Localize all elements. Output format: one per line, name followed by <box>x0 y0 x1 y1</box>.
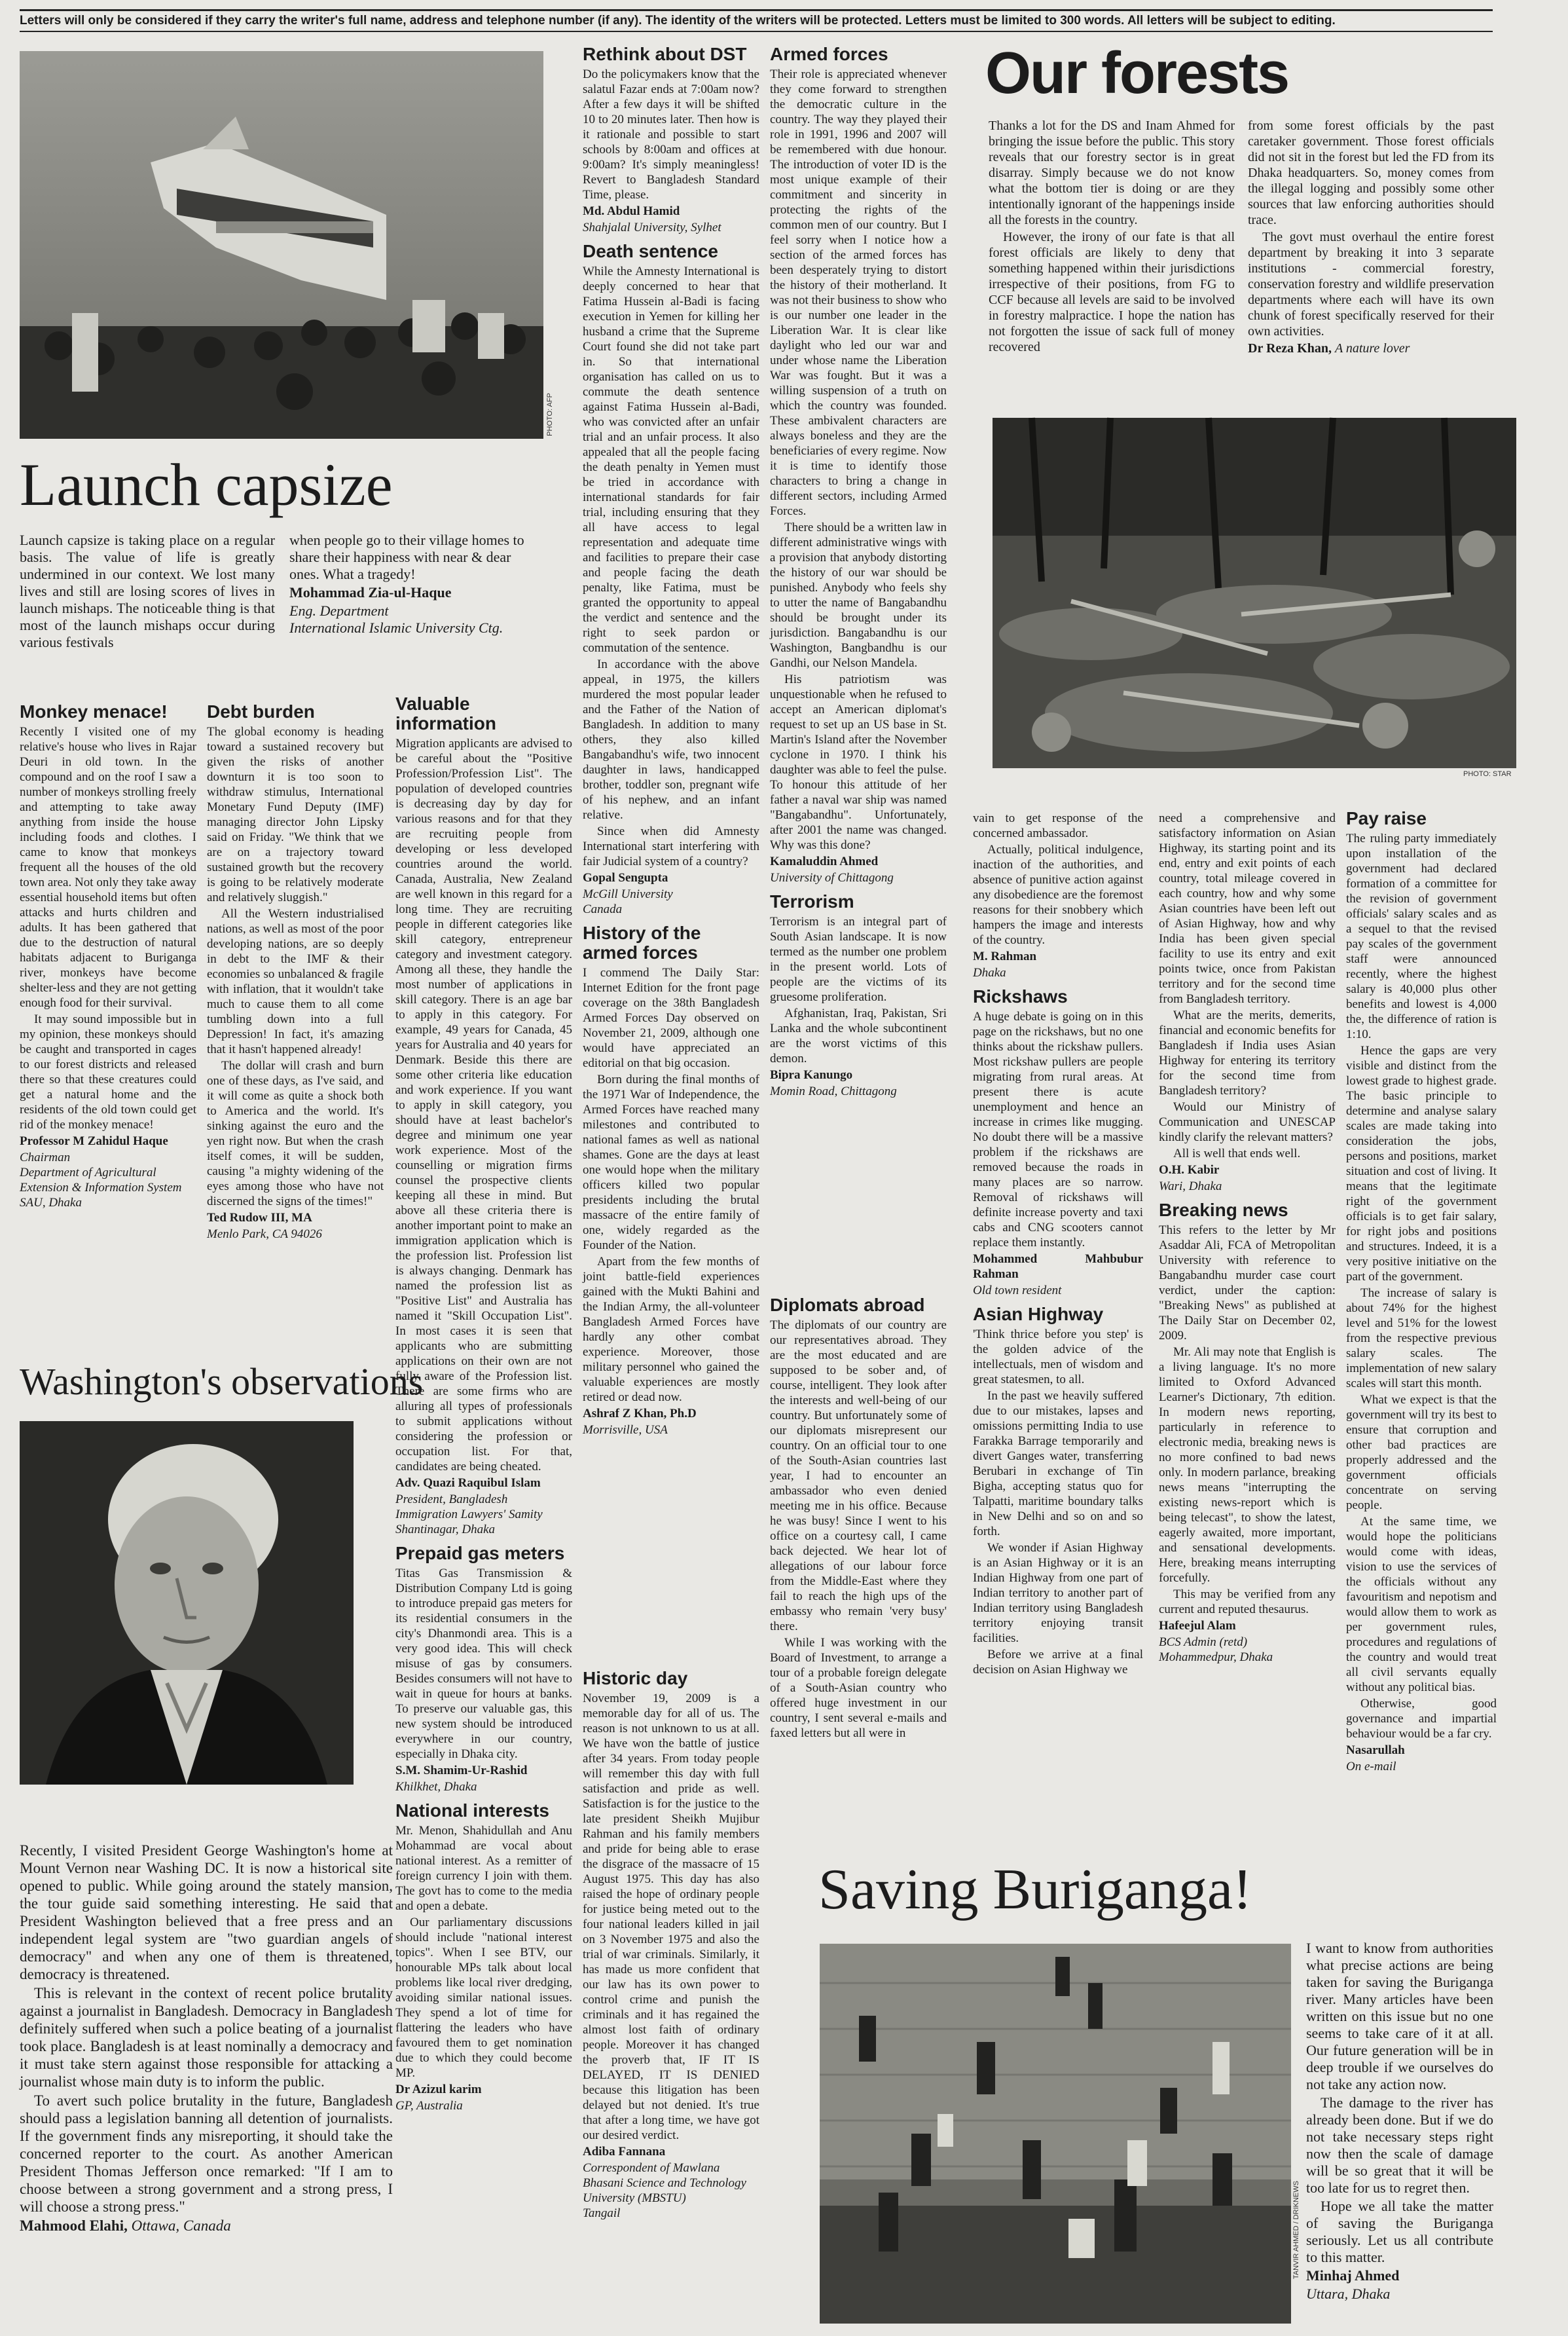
monkey-para-1: Recently I visited one of my relative's house who lives in Rajar Deuri in old town. In the compound and on the roof I saw a number of monkeys strolling freely and attempting to take away anything from inside the house including foods and clothes. I came to know that monkeys frequent all the houses of the old town area. Not only they take away essential household items but often attacks and hurts children and adults. It has been gathered that due to the destruction of natural habitats adjacent to Buriganga river, monkeys have become shelter-less and they are not getting enough food for their survival. <box>20 725 196 1010</box>
payraise-para-4: What we expect is that the government will try its best to ensure that corruption and other bad practices are properly addressed and the government officials concentrate on serving people. <box>1346 1393 1497 1512</box>
forests-para-4: The govt must overhaul the entire forest department by breaking it into 3 separate institutions - commercial forestry, conservation forestry and wildlife preservation departments where each will have its own chunk of forest specifically reserved for their own activities. <box>1248 230 1494 339</box>
death-signature: Gopal Sengupta <box>583 871 668 885</box>
letter-diplomats-abroad <box>770 1295 947 1740</box>
rickshaws-title: Rickshaws <box>973 986 1068 1007</box>
asian-affiliation: Wari, Dhaka <box>1159 1179 1222 1193</box>
pay-raise-title: Pay raise <box>1346 808 1427 828</box>
headline-launch-capsize: Launch capsize <box>20 451 393 518</box>
debt-affiliation: Menlo Park, CA 94026 <box>207 1227 322 1241</box>
rickshaws-para-1: A huge debate is going on in this page on the rickshaws, but no one thinks about the rickshaw pullers. Most rickshaw pullers are people migrating from rural areas. At present there is acute unemployment and hence an increase in crimes like mugging. No doubt there will be a massive problem if the rickshaws are removed because the roads in many places are so narrow. Removal of rickshaws will definite increase poverty and taxi cabs and CNG scooters cannot replace them instantly. <box>973 1010 1143 1250</box>
breaking-affiliation-2: Mohammedpur, Dhaka <box>1159 1650 1273 1664</box>
buriganga-para-2: The damage to the river has already been done. But if we do not take necessary steps right now then the scale of damage will be so great that it will be too late for us to regret then. <box>1306 2094 1493 2196</box>
valuable-information-title: Valuable information <box>395 694 496 733</box>
launch-body-1: Launch capsize is taking place on a regular basis. The value of life is greatly undermined in our context. We lost many lives and still are losing scores of lives in launch mishaps. The noticeable thing is that most of the launch mishaps occur during various festivals <box>20 532 275 650</box>
forests-para-1: Thanks a lot for the DS and Inam Ahmed for bringing the issue before the public. This story reveals that our forestry sector is in great disarray. Simply because we do not know what the bottom tier is doing or are they intentionally ignorant of the happenings inside all the forests in the country. <box>989 119 1235 227</box>
debt-para-3: The dollar will crash and burn one of these days, as I've said, and it will come as quite a shock both to America and the world. It's sinking against the euro and the yen right now. But when the crash itself comes, it will be sudden, causing "a mighty widening of the eyes among those who have not discerned the signs of the times!" <box>207 1059 384 1208</box>
diplomats-para-3: vain to get response of the concerned ambassador. <box>973 811 1143 840</box>
letter-debt-burden <box>207 695 384 1331</box>
prepaid-signature: S.M. Shamim-Ur-Rashid <box>395 1764 528 1777</box>
debt-signature: Ted Rudow III, MA <box>207 1211 312 1225</box>
national-para-2: Our parliamentary discussions should include "national interest topics". When I see BTV, our honourable MPs talk about local problems like local river dredging, avoiding similar national issues. They spend a lot of time for flattering the leaders who have favoured them to get nomination due to which they could become MP. <box>395 1916 572 2080</box>
historic-para-1: November 19, 2009 is a memorable day for all of us. The reason is not unknown to us at all. We have won the battle of justice after 34 years. From today people will remember this day with full satisfaction and pride as well. Satisfaction is for the justice to the late president Sheikh Mujibur Rahman and his family members and pride for being able to erase the disgrace of the massacre of 15 August 1975. This day has also raised the hope of ordinary people for justice being meted out to the four national leaders killed in jail on 3 November 1975 and also the trial of war criminals. Similarly, it has made us more confident that our law has its own power to control crime and punish the criminals and it has regained the almost lost faith of ordinary people. Moreover it has changed the proverb that, IF IT IS DELAYED, IT IS DENIED because this litigation has been delayed but not denied. It's true that after a long time, we have got our desired verdict. <box>583 1692 759 2142</box>
valuable-affiliation-1: President, Bangladesh Immigration Lawyers' Samity <box>395 1492 543 1521</box>
diplomats-para-4: Actually, political indulgence, inaction of the authorities, and absence of punitive action against any disobedience are the foremost reasons for their snobbery which hampers the image and interests of the country. <box>973 843 1143 947</box>
rethink-dst-title: Rethink about DST <box>583 44 747 64</box>
payraise-para-2: Hence the gaps are very visible and distinct from the lowest grade to highest grade. The basic principle to determine and analyse salary scales are made taking into consideration the jobs, persons and positions, market situation and cost of living. It means that the legitimate right of the government officials is to get fair salary, for right jobs and positions and structures. Indeed, it is a very positive initiative on the part of the government. <box>1346 1044 1497 1284</box>
rethink-para-1: Do the policymakers know that the salatul Fazar ends at 7:00am now? After a few days it will be shifted 10 to 20 minutes later. Then how is it rationale and possible to start schools by 8:00am and offices at 9:00am? It's simply meaningless! Revert to Bangladesh Standard Time, please. <box>583 67 759 202</box>
george-washington-portrait <box>20 1421 354 1785</box>
history-affiliation: Morrisville, USA <box>583 1423 668 1437</box>
diplomats-abroad-title: Diplomats abroad <box>770 1295 925 1315</box>
national-affiliation: GP, Australia <box>395 2099 463 2113</box>
death-para-2: In accordance with the above appeal, in 1975, the killers murdered the most popular leader and the Father of the Nation of Bangladesh. In addition to many others, they also killed Bangabandhu's wife, two innocent daughter in laws, handicapped brother, toddler son, pregnant wife of his nephew, and an infant relative. <box>583 658 759 822</box>
asian-para-3: We wonder if Asian Highway is an Asian Highway or it is an Indian Highway from one part of Indian territory to another part of Indian territory using Bangladesh territory enjoying transit facilities. <box>973 1541 1143 1645</box>
valuable-signature: Adv. Quazi Raquibul Islam <box>395 1476 541 1490</box>
prepaid-para-1: Titas Gas Transmission & Distribution Company Ltd is going to introduce prepaid gas meters for its residential consumers in the city's Dhanmondi area. This is a very good idea. This will check misuse of gas by consumers. Besides consumers will not have to wait in queue for hours at banks. To preserve our valuable gas, this new system should be introduced everywhere in our country, especially in Dhaka city. <box>395 1567 572 1761</box>
terrorism-affiliation: Momin Road, Chittagong <box>770 1085 897 1098</box>
payraise-affiliation: On e-mail <box>1346 1760 1396 1773</box>
asian-signature: O.H. Kabir <box>1159 1163 1220 1177</box>
historic-affiliation-1: Correspondent of Mawlana Bhasani Science and Technology University (MBSTU) <box>583 2161 746 2205</box>
forests-para-3: from some forest officials by the past caretaker government. Those forest officials did not sit in the forest but led the FD from its Dhaka headquarters. So, money comes from the illegal logging and possibly some other sources that law enforcing authorities should trace. <box>1248 119 1494 227</box>
armed-para-2: There should be a written law in different administrative wings with a provision that anybody distorting the history of our war should be punished. Anybody who feels shy to utter the name of Bangabandhu should be brought under its jurisdiction. Bangabandhu is our Washington, Bangbandhu is our Gandhi, our Nelson Mandela. <box>770 521 947 670</box>
breaking-news-title: Breaking news <box>1159 1200 1288 1220</box>
washington-para-3: To avert such police brutality in the future, Bangladesh should pass a legislation banning all detention of journalists. If the government finds any misreporting, it should take the concerned reporter to the court. As another American President Thomas Jefferson once remarked: "If I am to choose between a strong government and a strong press, I will choose a strong press." <box>20 2092 393 2215</box>
monkey-affiliation-3: SAU, Dhaka <box>20 1196 82 1210</box>
asian-para-8: All is well that ends well. <box>1173 1147 1301 1160</box>
rickshaws-affiliation: Old town resident <box>973 1284 1062 1297</box>
monkey-signature: Professor M Zahidul Haque <box>20 1134 168 1148</box>
payraise-para-5: At the same time, we would hope the politicians would come with ideas, vision to use the services of the officials without any favouritism and nepotism and would allow them to work as per government rules, procedures and regulations of the country and would treat all civil servants equally without any political bias. <box>1346 1515 1497 1694</box>
monkey-affiliation-1: Chairman <box>20 1151 71 1164</box>
launch-capsize-letter-left <box>20 532 275 652</box>
letter-washingtons-observations: Recently, I visited President George Washington's home at Mount Vernon near Washing DC. It is now a historical site opened to public. While going around the stately mansion, the tour guide said something interesting. He said that President Washington believed that a free press and an independent legal system are "two guardian angels of democracy" and when any one of them is threatened, democracy is threatened. This is relevant in the context of recent police brutality against a journalist in Bangladesh. Democracy in Bangladesh definitely suffered when such a police beating of a journalist took place. Bangladesh is at least nominally a democracy and it must take stern against those responsible for attacking a journalist whose main duty is to inform the public. To avert such police brutality in the future, Bangladesh should pass a legislation banning all detention of journalists. If the government finds any misreporting, it should take the concerned reporter to the court. As another American President Thomas Jefferson once remarked: "If I am to choose between a strong government and a strong press, I will choose a strong press." Mahmood Elahi, Ottawa, Canada <box>20 1842 393 2234</box>
rethink-affiliation: Shahjalal University, Sylhet <box>583 221 721 234</box>
buriganga-photo-credit: TANVIR AHMED / DRIKNEWS <box>1292 2181 1300 2280</box>
armed-forces-title: Armed forces <box>770 44 888 64</box>
history-signature: Ashraf Z Khan, Ph.D <box>583 1407 697 1420</box>
forests-affiliation: A nature lover <box>1334 341 1410 356</box>
death-para-1: While the Amnesty International is deeply concerned to hear that Fatima Hussein al-Badi is facing execution in Yemen for killing her husband a crime that the Supreme Court found she did not take part in. So that international organisation has called on us to commute the death sentence against Fatima Hussein al-Badi, who was convicted after an unfair trial and an unfair process. It also appealed that all the people facing the death penalty in Yemen must be tried in accordance with international standards for fair trial, including ensuring that they all have access to legal representation and adequate time and facilities to prepare their case and people facing the death penalty, like Fatima, must be granted the opportunity to appeal the verdict and sentence and the right to seek pardon or commutation of the sentence. <box>583 265 759 655</box>
diplomats-affiliation: Dhaka <box>973 966 1006 980</box>
terrorism-para-1: Terrorism is an integral part of South Asian landscape. It is now termed as the number one problem in the present world. Lots of people are the victims of its gruesome proliferation. <box>770 915 947 1004</box>
washington-para-2: This is relevant in the context of recent police brutality against a journalist in Bangladesh. Democracy in Bangladesh definitely suffered when such a police beating of a journalist took place. Bangladesh is at least nominally a democracy and it must take stern against those responsible for attacking a journalist whose main duty is to inform the public. <box>20 1985 393 2090</box>
letter-armed-forces <box>770 44 947 1098</box>
forests-para-2: However, the irony of our fate is that all forest officials are likely to deny that something happened within their jurisdictions irrespective of their positions, from FG to CCF because all levels are said to be involved in forestry malpractice. I hope the nation has not forgotten the issue of sack full of money recovered <box>989 230 1235 354</box>
asian-highway-title: Asian Highway <box>973 1304 1104 1324</box>
diplomats-para-1: The diplomats of our country are our representatives abroad. They are the most educated and are supposed to be sober and, of course, intelligent. They look after the interests and well-being of our country. But unfortunately some of our diplomats misrepresent our country. On an official tour to one of the South-Asian countries last year, I had to encounter an ambassador who even denied meeting me in his office. Because he was busy! Since I went to his office on a courtesy call, I came back dejected. We hear lot of allegations of our labour force from the Middle-East where they fail to reach the high ups of the embassy who remain 'very busy' there. <box>770 1318 947 1633</box>
history-armed-forces-title: History of the armed forces <box>583 923 701 963</box>
headline-our-forests: Our forests <box>985 41 1289 106</box>
rethink-signature: Md. Abdul Hamid <box>583 204 680 218</box>
historic-day-title: Historic day <box>583 1668 688 1688</box>
monkey-affiliation-2: Department of Agricultural Extension & Information System <box>20 1166 182 1195</box>
forest-logging-photo <box>993 418 1516 768</box>
asian-para-5: need a comprehensive and satisfactory information on Asian Highway, its starting point and its end, entry and exit points of each country, total mileage covered in each country, how and why some Asian countries have been left out of Asian Highway, how and why India has been given special facility to use its entry and exit points twice, once from Pakistan territory and for the second time from Bangladesh territory. <box>1159 811 1336 1006</box>
letters-policy-banner: Letters will only be considered if they carry the writer's full name, address and telephone number (if any). The identity of the writers will be protected. Letters must be limited to 300 words. All letters will be subject to editing. <box>20 9 1493 32</box>
asian-para-2: In the past we heavily suffered due to our mistakes, lapses and omissions permitting India to use Farakka Barrage temporarily and divert Ganges water, transferring Berubari in exchange of Tin Bigha, accepting status quo for Talpatti, maritime boundary talks in New Delhi and so on and so forth. <box>973 1389 1143 1538</box>
forest-photo-credit: PHOTO: STAR <box>1463 770 1512 778</box>
historic-affiliation-2: Tangail <box>583 2206 621 2220</box>
our-forests-letter-right <box>1248 118 1494 406</box>
death-para-3: Since when did Amnesty International start interfering with fair Judicial system of a country? <box>583 825 759 868</box>
national-signature: Dr Azizul karim <box>395 2083 482 2096</box>
historic-signature: Adiba Fannana <box>583 2145 666 2159</box>
terrorism-title: Terrorism <box>770 891 854 912</box>
payraise-para-6: Otherwise, good governance and impartial behaviour would be a far cry. <box>1346 1697 1497 1741</box>
letter-valuable-information <box>395 688 572 2113</box>
launch-affiliation-1: Eng. Department <box>289 603 389 619</box>
launch-signature: Mohammad Zia-ul-Haque <box>289 584 452 601</box>
our-forests-letter-left <box>989 118 1235 406</box>
washington-affiliation: Ottawa, Canada <box>131 2217 231 2234</box>
letter-asian-highway-continued <box>1159 811 1336 1839</box>
armed-para-3: His patriotism was unquestionable when he refused to accept an American diplomat's request to set up an US base in St. Martin's Island after the November cyclone in 1970. I think his daughter was able to feel the pulse. To honour this attitude of her father a naval war ship was named "Bangabandhu". Unfortunately, after 2001 the name was changed. Why was this done? <box>770 673 947 852</box>
prepaid-affiliation: Khilkhet, Dhaka <box>395 1780 477 1794</box>
breaking-affiliation-1: BCS Admin (retd) <box>1159 1635 1248 1649</box>
asian-para-4: Before we arrive at a final decision on Asian Highway we <box>973 1648 1143 1677</box>
washington-para-1: Recently, I visited President George Washington's home at Mount Vernon near Washing DC. It is now a historical site opened to public. While going around the stately mansion, the tour guide said something interesting. He said that President Washington believed that a free press and an independent legal system are "two guardian angels of democracy" and when any one of them is threatened, democracy is threatened. <box>20 1842 393 1982</box>
breaking-para-1: This refers to the letter by Mr Asaddar Ali, FCA of Metropolitan University with reference to Bangabandhu murder case court verdict, under the caption: "Breaking News" as published at The Daily Star on December 02, 2009. <box>1159 1223 1336 1343</box>
buriganga-affiliation: Uttara, Dhaka <box>1306 2286 1391 2302</box>
buriganga-river-photo <box>820 1944 1291 2324</box>
launch-affiliation-2: International Islamic University Ctg. <box>289 620 503 636</box>
valuable-affiliation-2: Shantinagar, Dhaka <box>395 1523 495 1536</box>
monkey-para-2: It may sound impossible but in my opinion, these monkeys should be caught and transported in cages to our forest districts and released there so that these creatures could get a natural home and the residents of the old town could get rid of the monkey menace! <box>20 1012 196 1132</box>
debt-burden-title: Debt burden <box>207 701 315 722</box>
asian-para-7: Would our Ministry of Communication and UNESCAP kindly clarify the relevant matters? <box>1159 1100 1336 1144</box>
payraise-para-3: The increase of salary is about 74% for the highest level and 51% for the lowest from the respective previous salary scales. The implementation of new salary scales will start this month. <box>1346 1286 1497 1390</box>
letter-historic-day <box>583 1669 759 2330</box>
buriganga-para-1: I want to know from authorities what precise actions are being taken for saving the Buriganga river. Many articles have been written on this issue but no one seems to take care of it at all. Our future generation will be in deep trouble if we ourselves do not take any action now. <box>1306 1940 1493 2092</box>
history-para-1: I commend The Daily Star: Internet Edition for the front page coverage on the 38th Bangladesh Armed Forces Day observed on November 21, 2009, although one would have appreciated an editorial on that big occasion. <box>583 966 759 1070</box>
monkey-menace-title: Monkey menace! <box>20 701 168 722</box>
armed-signature: Kamaluddin Ahmed <box>770 855 879 868</box>
letter-rethink-dst <box>583 45 759 1662</box>
launch-photo-credit: PHOTO: AFP <box>546 393 554 436</box>
payraise-signature: Nasarullah <box>1346 1743 1405 1757</box>
asian-para-6: What are the merits, demerits, financial and economic benefits for Bangladesh if India uses Asian Highway for entering its territory for the second time from Bangladesh territory? <box>1159 1009 1336 1098</box>
death-sentence-title: Death sentence <box>583 241 718 261</box>
washington-signature: Mahmood Elahi <box>20 2217 124 2234</box>
rickshaws-signature: Mohammed Mahbubur Rahman <box>973 1252 1143 1281</box>
history-para-3: Apart from the few months of joint battle-field experiences gained with the Mukti Bahini and the Indian Army, the all-volunteer Bangladesh Armed Forces have hardly any other combat experience. Moreover, those military personnel who gained the valuable experiences are mostly retired or dead now. <box>583 1255 759 1404</box>
breaking-para-2: Mr. Ali may note that English is a living language. It's no more limited to Oxford Advanced Learner's Dictionary, 7th edition. In modern news reporting, particularly in reference to electronic media, breaking news is no more confined to bad news only. In modern parlance, breaking news means "interrupting the existing news-report which is being telecast", to show the latest, eagerly awaited, more important, and sensational developments. Here, breaking means interrupting forcefully. <box>1159 1345 1336 1585</box>
buriganga-para-3: Hope we all take the matter of saving the Buriganga seriously. Let us all contribute to this matter. <box>1306 2198 1493 2265</box>
headline-washingtons-observations: Washington's observations <box>20 1360 424 1403</box>
asian-para-1: 'Think thrice before you step' is the golden advice of the intellectuals, men of wisdom and great statesmen, to all. <box>973 1327 1143 1386</box>
breaking-signature: Hafeejul Alam <box>1159 1619 1236 1633</box>
headline-saving-buriganga: Saving Buriganga! <box>818 1858 1252 1921</box>
letter-monkey-menace <box>20 695 196 1331</box>
letter-diplomats-continued <box>973 811 1143 1832</box>
buriganga-signature: Minhaj Ahmed <box>1306 2267 1400 2284</box>
diplomats-signature: M. Rahman <box>973 950 1037 963</box>
history-para-2: Born during the final months of the 1971 War of Independence, the Armed Forces have reached many milestones and contributed to national fames as well as national shames. Gone are the days at least one would hope when the military officers killed two popular presidents including the brutal massacre of the entire family of one, widely regarded as the Founder of the Nation. <box>583 1073 759 1252</box>
debt-para-1: The global economy is heading toward a sustained recovery but given the risks of another downturn it is too soon to withdraw stimulus, International Monetary Fund Deputy (IMF) managing director John Lipsky said on Friday. "We think that we are on a trajectory toward sustained growth but the recovery is going to be relatively moderate and relatively sluggish." <box>207 725 384 904</box>
launch-capsize-letter-right <box>289 532 543 637</box>
prepaid-gas-title: Prepaid gas meters <box>395 1543 565 1563</box>
payraise-para-1: The ruling party immediately upon installation of the government had declared formation of a committee for the revision of government officials' salary scales and as a sequel to that the revised pay scales of the government staff were announced recently, where the highest salary is 40,000 plus other benefits and lowest is 4,000 the, the difference of ration is 1:10. <box>1346 832 1497 1041</box>
letter-saving-buriganga <box>1306 1940 1493 2329</box>
launch-capsize-photo <box>20 51 543 439</box>
national-para-1: Mr. Menon, Shahidullah and Anu Mohammad are vocal about national interest. As a remitter of foreign currency I join with them. The govt has to come to the media and open a debate. <box>395 1824 572 1913</box>
armed-affiliation: University of Chittagong <box>770 871 894 885</box>
breaking-para-3: This may be verified from any current and reputed thesaurus. <box>1159 1587 1336 1616</box>
debt-para-2: All the Western industrialised nations, as well as most of the poor developing nations, are so deeply in debt to the IMF & their economies so unbalanced & fragile with inflation, that it wouldn't take much to cause them to all come tumbling down into a full Depression! In fact, it's amazing that it hasn't happened already! <box>207 907 384 1056</box>
death-affiliation-1: McGill University <box>583 887 673 901</box>
valuable-para-1: Migration applicants are advised to be careful about the "Positive Profession/Profession List". The population of developed countries is decreasing day by day for various reasons and for that they are recruiting people from developing or less developed countries around the world. Canada, Australia, New Zealand are well known in this regard for a long time. They are recruiting people in different categories like skill category, entrepreneur category and investment category. Among all these, they handle the most number of applications in skill category. There is an age bar to apply in this category. For example, 49 years for Canada, 45 years for Australia and 40 years for Denmark. Beside this there are some other criteria like education and work experience. If you want to apply in skill category, you should have at least bachelor's degree and minimum one year work experience. Most of the counselling or migration firms counsel the prospective clients keeping all these in mind. But above all these criteria there is another important point to make an immigration application which is the profession list. Profession list is always changing. Denmark has named the profession list as "Positive List" and Australia has named it "Skill Occupation List". In most cases it is seen that applicants who are submitting applications on their own are not fully aware of the Profession list. There are some firms who are alluring all types of professionals to submit applications without considering the profession or occupation list. For that, candidates are being cheated. <box>395 737 572 1474</box>
forests-signature: Dr Reza Khan, <box>1248 341 1332 356</box>
letter-pay-raise <box>1346 809 1497 1857</box>
national-interests-title: National interests <box>395 1800 549 1821</box>
terrorism-signature: Bipra Kanungo <box>770 1068 853 1082</box>
diplomats-para-2: While I was working with the Board of Investment, to arrange a tour of a probable foreign delegate of a South-Asian country who offered huge investment in our country, I sent several e-mails and faxed letters but all were in <box>770 1636 947 1740</box>
death-affiliation-2: Canada <box>583 902 623 916</box>
terrorism-para-2: Afghanistan, Iraq, Pakistan, Sri Lanka and the whole subcontinent are the worst victims of this demon. <box>770 1007 947 1066</box>
armed-para-1: Their role is appreciated whenever they come forward to strengthen the democratic culture in the country. The way they played their role in 1991, 1996 and 2007 will be remembered with due honour. The introduction of voter ID is the most unique example of their commitment and sincerity in protecting the rights of the common men of our country. But I feel sorry when I notice how a section of the armed forces has been desperately trying to distort the history of their motherland. It was not their business to show who is our number one leader in the Liberation War. It is clear like daylight who led our war and under whose name the Liberation War was fought. But it was a willing suspension of a truth on which the country was founded. These ambivalent characters are always boneless and they are the beneficiaries of every regime. Now it is time to identify those characters to bring a change in different sectors, including Armed Forces. <box>770 67 947 518</box>
launch-body-2: when people go to their village homes to share their happiness with near & dear ones. What a tragedy! <box>289 532 524 582</box>
